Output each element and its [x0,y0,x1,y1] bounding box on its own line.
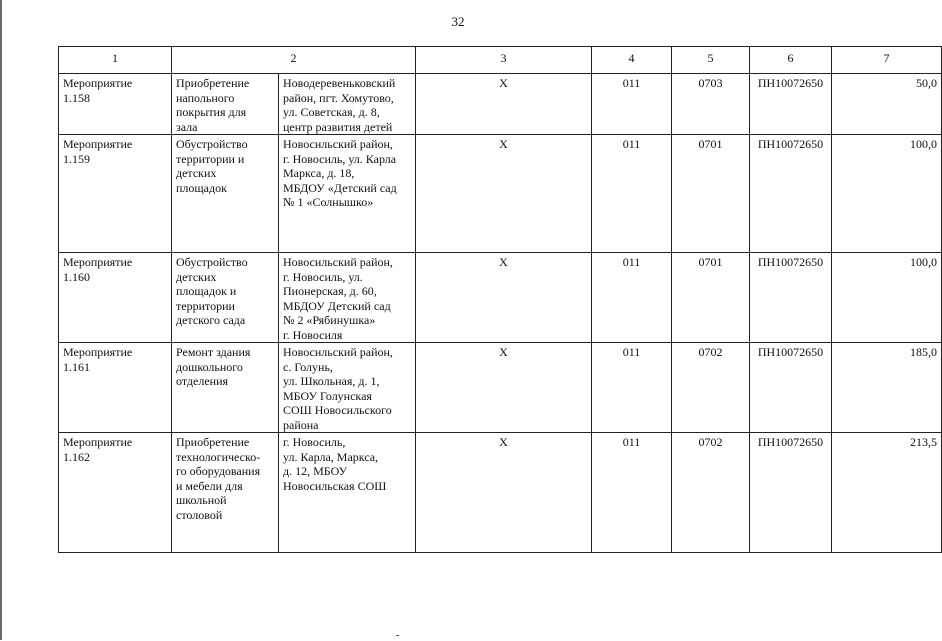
amount-cell: 100,0 [832,253,942,343]
activity-name-cell [172,135,279,253]
activity-name: Приобретение напольного покрытия для зала [176,76,250,134]
header-cell-3: 3 [416,47,592,74]
activity-id-cell [59,343,172,433]
col5-cell: 0701 [672,253,750,343]
col3-cell: Х [416,343,592,433]
activity-id: Мероприятие 1.159 [63,137,133,166]
activity-name-cell [172,74,279,135]
col4-cell: 011 [592,433,672,553]
col3-cell: Х [416,74,592,135]
col3-cell: Х [416,433,592,553]
header-cell-7: 7 [832,47,942,74]
table-row [59,433,942,553]
footer-mark: - [396,630,400,641]
col4-cell: 011 [592,135,672,253]
activity-name-cell [172,253,279,343]
activity-name: Обустройство территории и детских площадок [176,137,248,195]
activity-address-cell [279,343,416,433]
activity-name-cell [172,433,279,553]
activity-id-cell [59,253,172,343]
activity-name-cell [172,343,279,433]
col3-cell: Х [416,253,592,343]
col6-cell: ПН10072650 [750,433,832,553]
amount-cell: 213,5 [832,433,942,553]
header-cell-6: 6 [750,47,832,74]
col6-cell: ПН10072650 [750,74,832,135]
page-number: 32 [451,14,465,29]
activity-id-cell [59,74,172,135]
activity-id: Мероприятие 1.162 [63,435,133,464]
scan-edge-line [0,0,2,640]
col4-cell: 011 [592,253,672,343]
col5-cell: 0701 [672,135,750,253]
activity-name: Обустройство детских площадок и территории детского сада [176,255,248,327]
col6-cell: ПН10072650 [750,135,832,253]
activity-address: Новосильский район, с. Голунь, ул. Школьная, д. 1, МБОУ Голунская СОШ Новосильского района [283,345,393,432]
activity-address: Новосильский район, г. Новосиль, ул. Карла Маркса, д. 18, МБДОУ «Детский сад № 1 «Солнышко» [283,137,397,209]
amount-cell: 185,0 [832,343,942,433]
activity-address-cell [279,135,416,253]
activity-id-cell [59,135,172,253]
table-row [59,343,942,433]
budget-table [58,46,942,553]
amount-cell: 100,0 [832,135,942,253]
activity-name: Приобретение технологическо- го оборудования и мебели для школьной столовой [176,435,261,522]
col5-cell: 0702 [672,343,750,433]
activity-id: Мероприятие 1.161 [63,345,133,374]
header-cell-2: 2 [172,47,416,74]
header-cell-5: 5 [672,47,750,74]
table-row [59,253,942,343]
table-header-row [59,47,942,74]
amount-cell: 50,0 [832,74,942,135]
activity-id: Мероприятие 1.158 [63,76,133,105]
col6-cell: ПН10072650 [750,253,832,343]
col6-cell: ПН10072650 [750,343,832,433]
col4-cell: 011 [592,74,672,135]
activity-address: г. Новосиль, ул. Карла, Маркса, д. 12, МБОУ Новосильская СОШ [283,435,387,493]
activity-address: Новосильский район, г. Новосиль, ул. Пионерская, д. 60, МБДОУ Детский сад № 2 «Рябинушка» г. Новосиля [283,255,393,342]
header-cell-4: 4 [592,47,672,74]
activity-address-cell [279,253,416,343]
header-cell-1: 1 [59,47,172,74]
activity-address: Новодеревеньковский район, пгт. Хомутово, ул. Советская, д. 8, центр развития детей [283,76,396,134]
table-row [59,135,942,253]
activity-address-cell [279,433,416,553]
activity-address-cell [279,74,416,135]
col5-cell: 0703 [672,74,750,135]
activity-name: Ремонт здания дошкольного отделения [176,345,251,388]
col4-cell: 011 [592,343,672,433]
col5-cell: 0702 [672,433,750,553]
activity-id: Мероприятие 1.160 [63,255,133,284]
activity-id-cell [59,433,172,553]
col3-cell: Х [416,135,592,253]
table-row [59,74,942,135]
